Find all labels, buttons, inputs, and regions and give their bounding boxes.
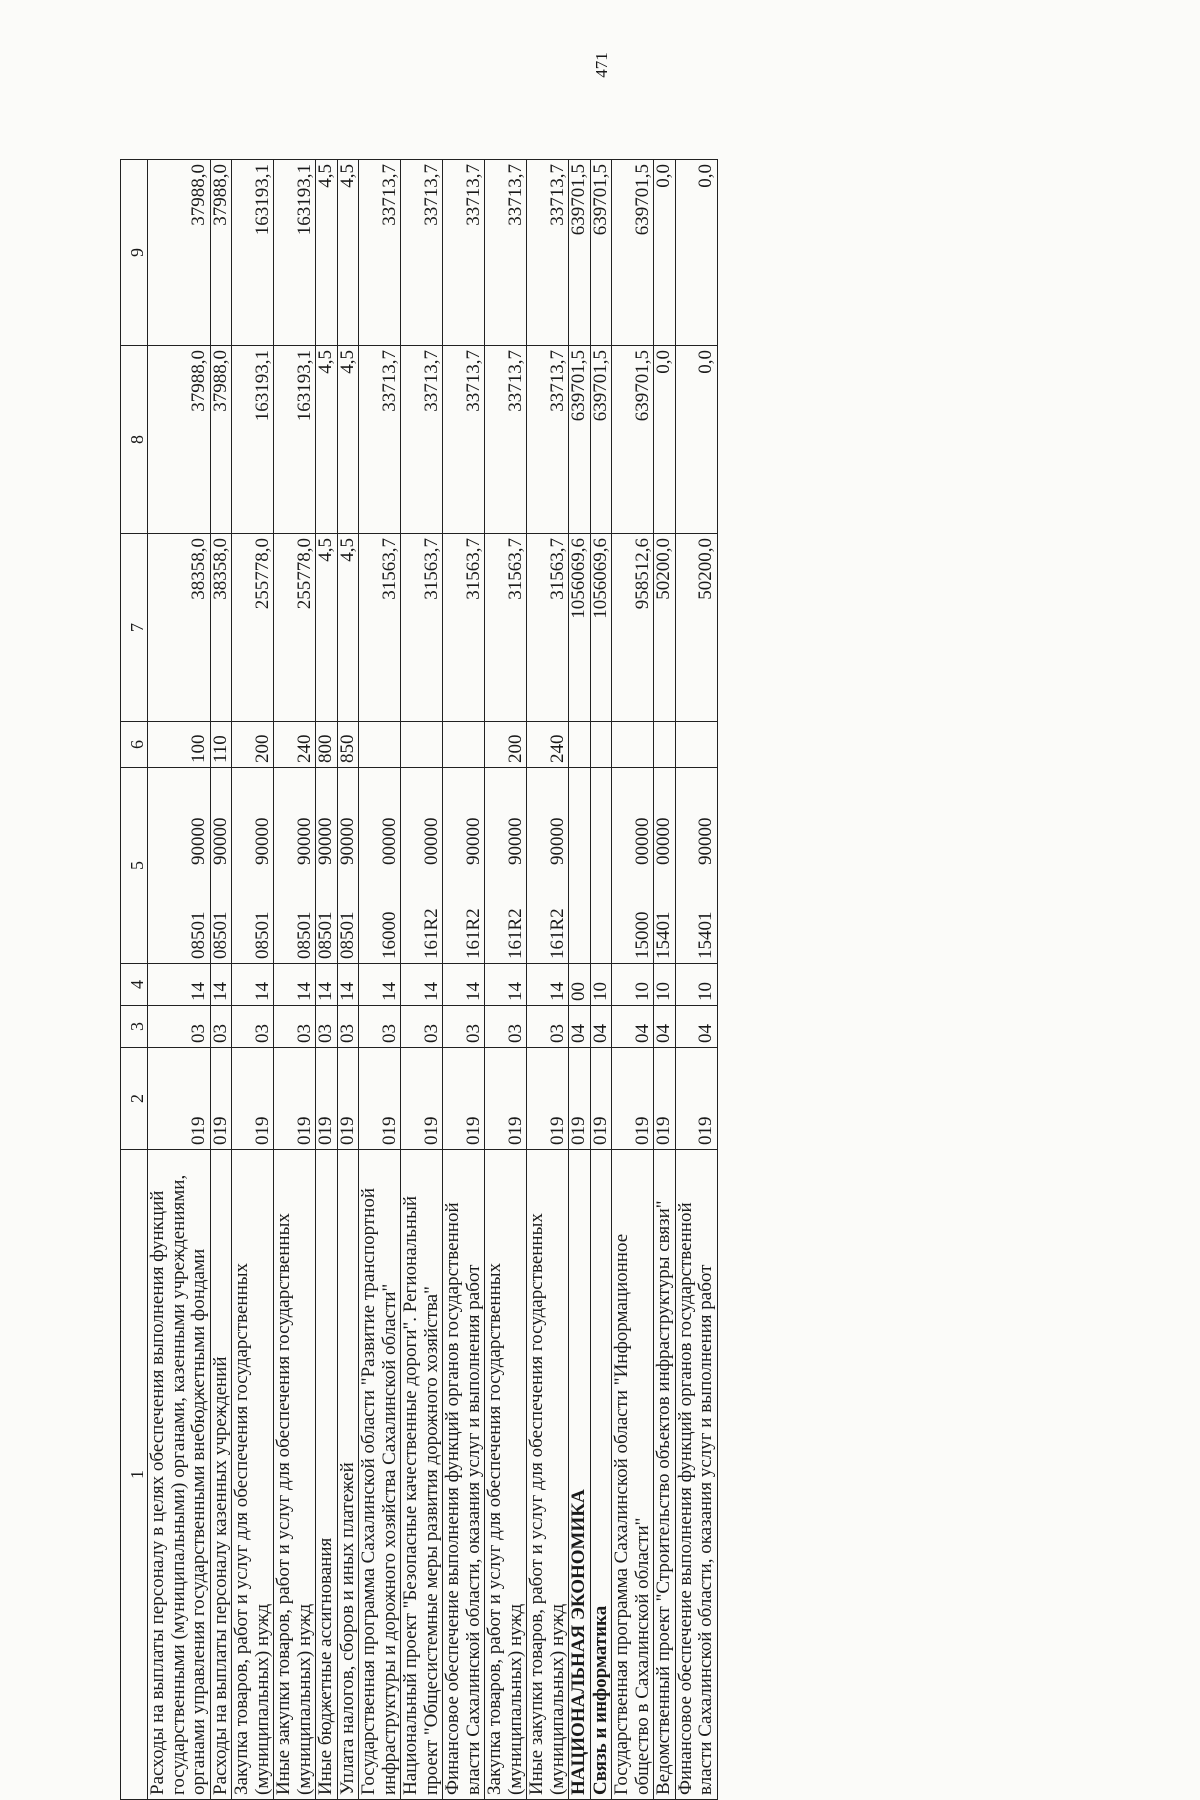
target-article-program: 15401 <box>695 911 717 959</box>
amount-year-1: 31563,7 <box>527 534 569 722</box>
amount-year-3: 33713,7 <box>401 160 443 346</box>
code-expense-type <box>675 722 717 768</box>
code-ministry: 019 <box>569 1048 591 1150</box>
code-subsection: 00 <box>569 964 591 1006</box>
amount-year-3: 37988,0 <box>148 160 211 346</box>
code-section: 04 <box>612 1006 654 1048</box>
code-ministry: 019 <box>359 1048 401 1150</box>
column-header-4: 4 <box>121 964 148 1006</box>
amount-year-2: 0,0 <box>675 346 717 534</box>
table-body <box>148 160 718 1800</box>
target-article-program: 08501 <box>315 911 337 959</box>
table-row <box>590 160 612 1800</box>
code-subsection: 10 <box>590 964 612 1006</box>
code-subsection: 10 <box>654 964 676 1006</box>
table-row <box>316 160 338 1800</box>
code-target-article <box>527 768 569 964</box>
row-name: Уплата налогов, сборов и иных платежей <box>337 1150 359 1800</box>
row-name: Иные бюджетные ассигнования <box>316 1150 338 1800</box>
code-target-article <box>443 768 485 964</box>
code-section: 03 <box>274 1006 316 1048</box>
code-target-article <box>148 768 211 964</box>
code-section: 03 <box>232 1006 274 1048</box>
table-row <box>210 160 232 1800</box>
table-row <box>675 160 717 1800</box>
amount-year-2: 4,5 <box>337 346 359 534</box>
column-header-7: 7 <box>121 534 148 722</box>
amount-year-2: 37988,0 <box>210 346 232 534</box>
code-target-article <box>675 768 717 964</box>
target-article-program: 161R2 <box>504 908 526 959</box>
amount-year-3: 37988,0 <box>210 160 232 346</box>
code-target-article <box>654 768 676 964</box>
budget-table <box>120 159 718 1800</box>
amount-year-3: 639701,5 <box>612 160 654 346</box>
row-name: Расходы на выплаты персоналу в целях обеспечения выполнения функций государственными (муниципальными) органами, казенными учреждениями, органами управления государственными внебюджетными фондами <box>148 1150 211 1800</box>
amount-year-2: 33713,7 <box>443 346 485 534</box>
code-expense-type: 240 <box>274 722 316 768</box>
code-target-article <box>485 768 527 964</box>
code-expense-type <box>590 722 612 768</box>
amount-year-3: 4,5 <box>337 160 359 346</box>
row-name: Национальный проект "Безопасные качественные дороги". Региональный проект "Общесистемные меры развития дорожного хозяйства" <box>401 1150 443 1800</box>
table-row <box>337 160 359 1800</box>
amount-year-2: 639701,5 <box>590 346 612 534</box>
code-expense-type <box>359 722 401 768</box>
column-header-3: 3 <box>121 1006 148 1048</box>
code-ministry: 019 <box>527 1048 569 1150</box>
target-article-direction: 90000 <box>188 817 210 865</box>
amount-year-2: 37988,0 <box>148 346 211 534</box>
amount-year-3: 639701,5 <box>590 160 612 346</box>
amount-year-2: 33713,7 <box>359 346 401 534</box>
target-article-program: 16000 <box>378 911 400 959</box>
code-section: 04 <box>675 1006 717 1048</box>
code-subsection: 14 <box>232 964 274 1006</box>
code-section: 04 <box>569 1006 591 1048</box>
row-name: Закупка товаров, работ и услуг для обеспечения государственных (муниципальных) нужд <box>232 1150 274 1800</box>
code-expense-type: 800 <box>316 722 338 768</box>
code-ministry: 019 <box>232 1048 274 1150</box>
target-article-direction: 90000 <box>293 817 315 865</box>
target-article-program: 161R2 <box>546 908 568 959</box>
amount-year-3: 33713,7 <box>443 160 485 346</box>
amount-year-3: 33713,7 <box>359 160 401 346</box>
code-ministry: 019 <box>443 1048 485 1150</box>
code-expense-type: 110 <box>210 722 232 768</box>
code-ministry: 019 <box>316 1048 338 1150</box>
amount-year-1: 4,5 <box>337 534 359 722</box>
row-name: Иные закупки товаров, работ и услуг для обеспечения государственных (муниципальных) нужд <box>527 1150 569 1800</box>
amount-year-2: 33713,7 <box>401 346 443 534</box>
code-subsection: 14 <box>210 964 232 1006</box>
table-row <box>274 160 316 1800</box>
code-section: 03 <box>527 1006 569 1048</box>
code-target-article <box>210 768 232 964</box>
code-subsection: 14 <box>337 964 359 1006</box>
code-subsection: 14 <box>359 964 401 1006</box>
row-name: Связь и информатика <box>590 1150 612 1800</box>
code-section: 04 <box>654 1006 676 1048</box>
code-section: 03 <box>316 1006 338 1048</box>
code-ministry: 019 <box>148 1048 211 1150</box>
amount-year-3: 163193,1 <box>232 160 274 346</box>
code-subsection: 14 <box>148 964 211 1006</box>
table-row <box>359 160 401 1800</box>
amount-year-1: 31563,7 <box>359 534 401 722</box>
code-target-article <box>401 768 443 964</box>
code-subsection: 14 <box>274 964 316 1006</box>
column-header-2: 2 <box>121 1048 148 1150</box>
row-name: Иные закупки товаров, работ и услуг для обеспечения государственных (муниципальных) нужд <box>274 1150 316 1800</box>
amount-year-2: 0,0 <box>654 346 676 534</box>
target-article-direction: 90000 <box>315 817 337 865</box>
column-header-6: 6 <box>121 722 148 768</box>
code-section: 03 <box>210 1006 232 1048</box>
code-expense-type <box>401 722 443 768</box>
code-ministry: 019 <box>485 1048 527 1150</box>
code-expense-type <box>443 722 485 768</box>
row-name: Ведомственный проект "Строительство объектов инфраструктуры связи" <box>654 1150 676 1800</box>
code-section: 04 <box>590 1006 612 1048</box>
amount-year-1: 31563,7 <box>443 534 485 722</box>
amount-year-1: 31563,7 <box>401 534 443 722</box>
row-name: Расходы на выплаты персоналу казенных учреждений <box>210 1150 232 1800</box>
code-ministry: 019 <box>274 1048 316 1150</box>
column-header-9: 9 <box>121 160 148 346</box>
code-target-article <box>337 768 359 964</box>
table-row <box>569 160 591 1800</box>
code-expense-type <box>654 722 676 768</box>
amount-year-2: 33713,7 <box>527 346 569 534</box>
target-article-program: 08501 <box>251 911 273 959</box>
amount-year-3: 639701,5 <box>569 160 591 346</box>
code-ministry: 019 <box>654 1048 676 1150</box>
table-row <box>443 160 485 1800</box>
amount-year-1: 1056069,6 <box>569 534 591 722</box>
code-subsection: 10 <box>675 964 717 1006</box>
target-article-program: 161R2 <box>420 908 442 959</box>
amount-year-1: 255778,0 <box>232 534 274 722</box>
code-target-article <box>232 768 274 964</box>
budget-table-wrapper <box>120 160 990 1800</box>
code-expense-type <box>569 722 591 768</box>
amount-year-1: 50200,0 <box>675 534 717 722</box>
code-subsection: 14 <box>316 964 338 1006</box>
code-ministry: 019 <box>401 1048 443 1150</box>
amount-year-1: 31563,7 <box>485 534 527 722</box>
target-article-direction: 90000 <box>209 817 231 865</box>
target-article-direction: 90000 <box>504 817 526 865</box>
target-article-direction: 00000 <box>378 817 400 865</box>
amount-year-1: 1056069,6 <box>590 534 612 722</box>
amount-year-3: 0,0 <box>654 160 676 346</box>
target-article-program: 08501 <box>293 911 315 959</box>
column-header-5: 5 <box>121 768 148 964</box>
code-target-article <box>569 768 591 964</box>
code-subsection: 10 <box>612 964 654 1006</box>
amount-year-3: 33713,7 <box>485 160 527 346</box>
amount-year-1: 38358,0 <box>210 534 232 722</box>
code-target-article <box>316 768 338 964</box>
amount-year-1: 4,5 <box>316 534 338 722</box>
target-article-program: 15401 <box>653 911 675 959</box>
amount-year-3: 163193,1 <box>274 160 316 346</box>
code-ministry: 019 <box>590 1048 612 1150</box>
code-ministry: 019 <box>337 1048 359 1150</box>
amount-year-3: 0,0 <box>675 160 717 346</box>
target-article-direction: 90000 <box>462 817 484 865</box>
code-target-article <box>359 768 401 964</box>
amount-year-1: 38358,0 <box>148 534 211 722</box>
code-section: 03 <box>359 1006 401 1048</box>
table-row <box>527 160 569 1800</box>
target-article-program: 08501 <box>209 911 231 959</box>
code-subsection: 14 <box>527 964 569 1006</box>
amount-year-2: 33713,7 <box>485 346 527 534</box>
table-row <box>401 160 443 1800</box>
target-article-direction: 00000 <box>420 817 442 865</box>
code-expense-type: 200 <box>485 722 527 768</box>
code-expense-type: 850 <box>337 722 359 768</box>
amount-year-1: 255778,0 <box>274 534 316 722</box>
target-article-program: 08501 <box>188 911 210 959</box>
table-row <box>232 160 274 1800</box>
code-section: 03 <box>485 1006 527 1048</box>
amount-year-2: 163193,1 <box>274 346 316 534</box>
column-header-1: 1 <box>121 1150 148 1800</box>
target-article-program: 161R2 <box>462 908 484 959</box>
amount-year-2: 639701,5 <box>569 346 591 534</box>
code-target-article <box>612 768 654 964</box>
amount-year-3: 4,5 <box>316 160 338 346</box>
row-name: Закупка товаров, работ и услуг для обеспечения государственных (муниципальных) нужд <box>485 1150 527 1800</box>
row-name: НАЦИОНАЛЬНАЯ ЭКОНОМИКА <box>569 1150 591 1800</box>
code-ministry: 019 <box>612 1048 654 1150</box>
header-row <box>121 160 148 1800</box>
target-article-direction: 00000 <box>631 817 653 865</box>
amount-year-3: 33713,7 <box>527 160 569 346</box>
row-name: Государственная программа Сахалинской области "Информационное общество в Сахалинской области" <box>612 1150 654 1800</box>
table-row <box>485 160 527 1800</box>
target-article-direction: 90000 <box>546 817 568 865</box>
code-section: 03 <box>148 1006 211 1048</box>
target-article-program: 08501 <box>336 911 358 959</box>
code-section: 03 <box>443 1006 485 1048</box>
code-subsection: 14 <box>443 964 485 1006</box>
column-header-8: 8 <box>121 346 148 534</box>
target-article-direction: 90000 <box>336 817 358 865</box>
code-ministry: 019 <box>210 1048 232 1150</box>
code-subsection: 14 <box>401 964 443 1006</box>
table-row <box>612 160 654 1800</box>
code-expense-type: 240 <box>527 722 569 768</box>
code-subsection: 14 <box>485 964 527 1006</box>
target-article-direction: 00000 <box>653 817 675 865</box>
page-number: 471 <box>592 52 611 78</box>
target-article-direction: 90000 <box>695 817 717 865</box>
amount-year-1: 958512,6 <box>612 534 654 722</box>
amount-year-1: 50200,0 <box>654 534 676 722</box>
code-target-article <box>590 768 612 964</box>
table-row <box>148 160 211 1800</box>
row-name: Государственная программа Сахалинской области "Развитие транспортной инфраструктуры и дорожного хозяйства Сахалинской области" <box>359 1150 401 1800</box>
row-name: Финансовое обеспечение выполнения функций органов государственной власти Сахалинской области, оказания услуг и выполнения работ <box>675 1150 717 1800</box>
code-section: 03 <box>337 1006 359 1048</box>
row-name: Финансовое обеспечение выполнения функций органов государственной власти Сахалинской области, оказания услуг и выполнения работ <box>443 1150 485 1800</box>
table-row <box>654 160 676 1800</box>
code-section: 03 <box>401 1006 443 1048</box>
code-target-article <box>274 768 316 964</box>
target-article-direction: 90000 <box>251 817 273 865</box>
code-expense-type: 100 <box>148 722 211 768</box>
amount-year-2: 4,5 <box>316 346 338 534</box>
code-expense-type: 200 <box>232 722 274 768</box>
target-article-program: 15000 <box>631 911 653 959</box>
amount-year-2: 639701,5 <box>612 346 654 534</box>
code-expense-type <box>612 722 654 768</box>
amount-year-2: 163193,1 <box>232 346 274 534</box>
code-ministry: 019 <box>675 1048 717 1150</box>
